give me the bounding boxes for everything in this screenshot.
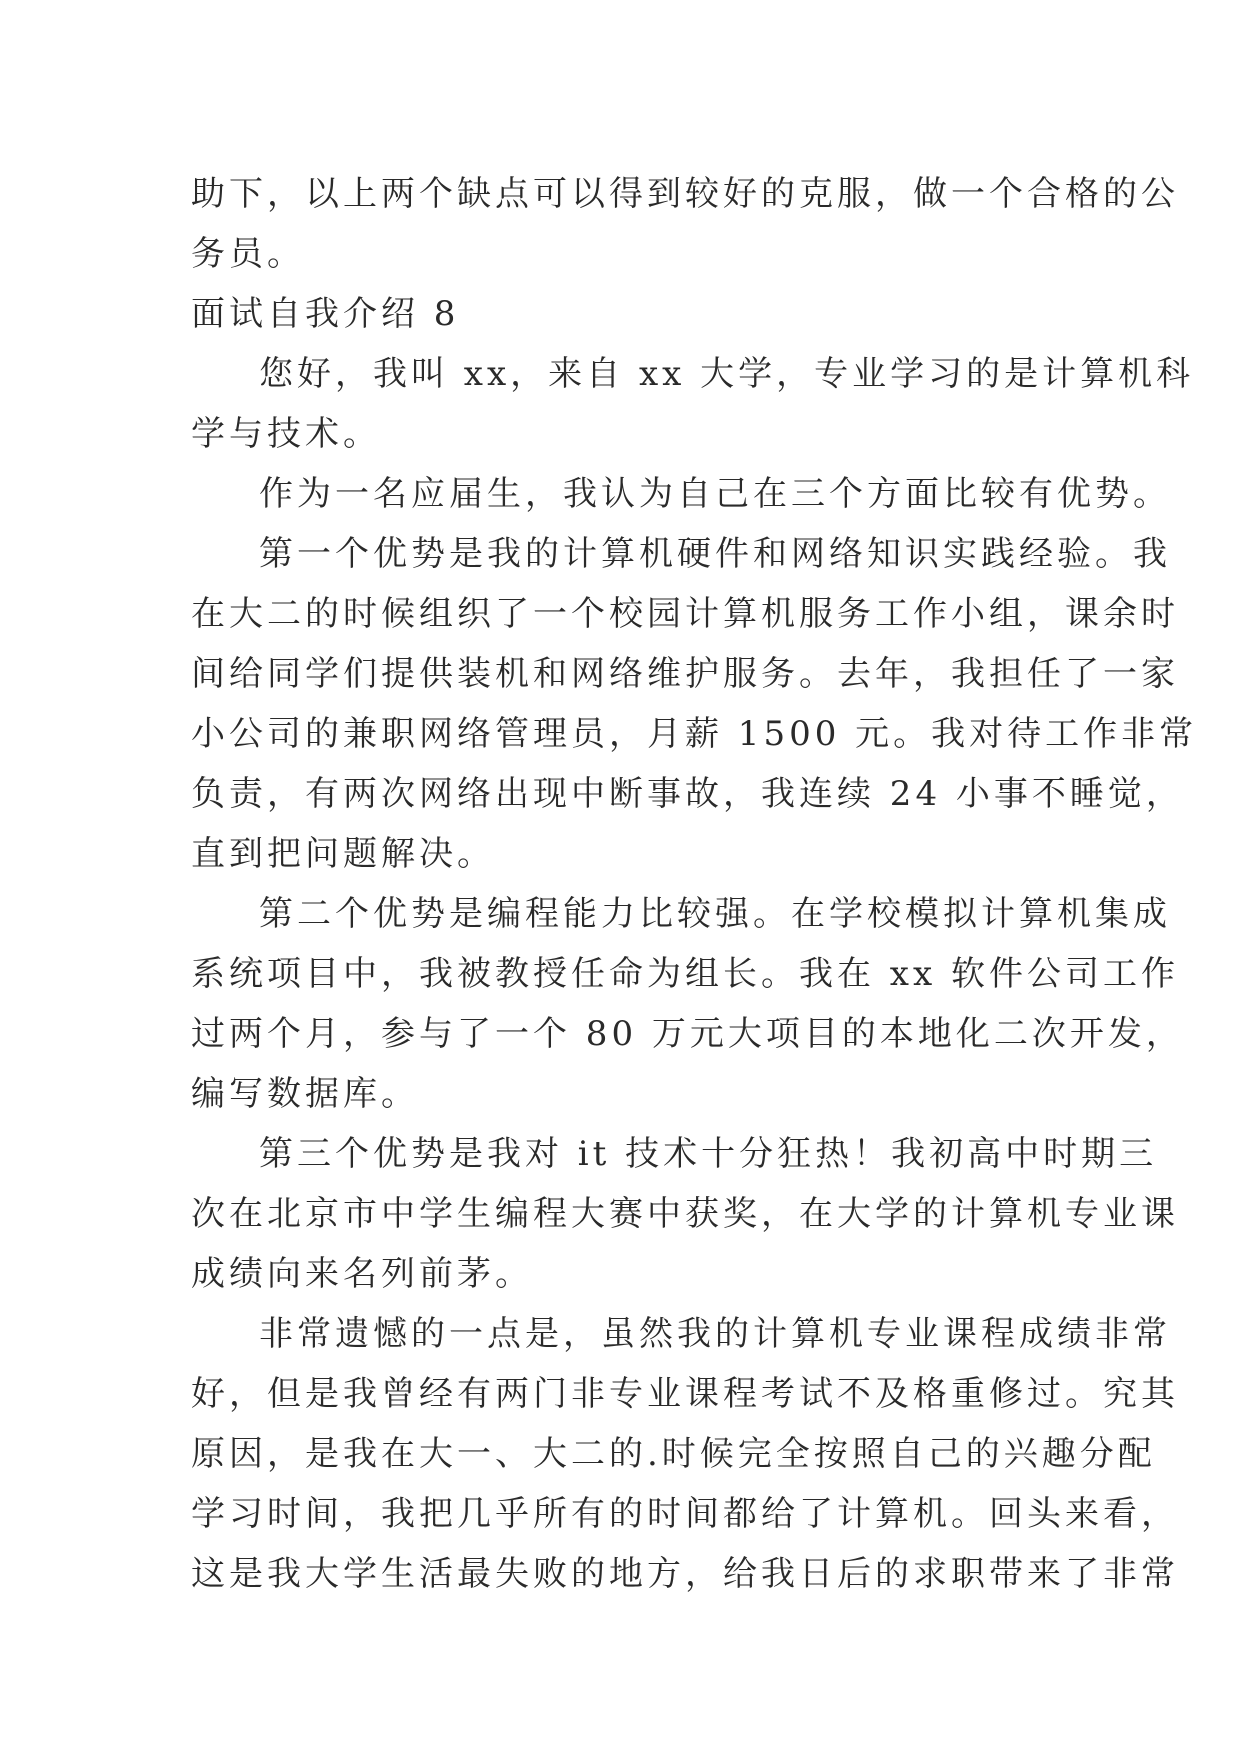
text-line: 系统项目中，我被教授任命为组长。我在 xx 软件公司工作 [191,954,1179,994]
text-line: 编写数据库。 [191,1074,419,1114]
paragraph-first-line: 作为一名应届生，我认为自己在三个方面比较有优势。 [259,474,1171,514]
text-line: 小公司的兼职网络管理员，月薪 1500 元。我对待工作非常 [191,714,1198,754]
text-line: 成绩向来名列前茅。 [191,1254,533,1294]
text-line: 原因，是我在大一、大二的.时候完全按照自己的兴趣分配 [191,1434,1156,1474]
text-line: 过两个月，参与了一个 80 万元大项目的本地化二次开发， [191,1014,1184,1054]
document-body [191,164,1198,1604]
paragraph-first-line: 非常遗憾的一点是，虽然我的计算机专业课程成绩非常 [259,1314,1171,1354]
text-line: 负责，有两次网络出现中断事故，我连续 24 小事不睡觉， [191,774,1184,814]
text-line: 好，但是我曾经有两门非专业课程考试不及格重修过。究其 [191,1374,1179,1414]
paragraph-first-line: 第一个优势是我的计算机硬件和网络知识实践经验。我 [259,534,1171,574]
text-line: 这是我大学生活最失败的地方，给我日后的求职带来了非常 [191,1554,1179,1594]
paragraph-first-line: 您好，我叫 xx，来自 xx 大学，专业学习的是计算机科 [259,354,1195,394]
text-line: 学习时间，我把几乎所有的时间都给了计算机。回头来看， [191,1494,1179,1534]
paragraph-first-line: 第二个优势是编程能力比较强。在学校模拟计算机集成 [259,894,1171,934]
text-line: 直到把问题解决。 [191,834,495,874]
text-line: 务员。 [191,234,305,274]
paragraph-first-line: 第三个优势是我对 it 技术十分狂热！我初高中时期三 [259,1134,1158,1174]
text-line: 学与技术。 [191,414,381,454]
text-line: 间给同学们提供装机和网络维护服务。去年，我担任了一家 [191,654,1179,694]
section-heading: 面试自我介绍 8 [191,294,460,334]
text-line: 在大二的时候组织了一个校园计算机服务工作小组，课余时 [191,594,1179,634]
text-line: 助下，以上两个缺点可以得到较好的克服，做一个合格的公 [191,174,1179,214]
text-line: 次在北京市中学生编程大赛中获奖，在大学的计算机专业课 [191,1194,1179,1234]
